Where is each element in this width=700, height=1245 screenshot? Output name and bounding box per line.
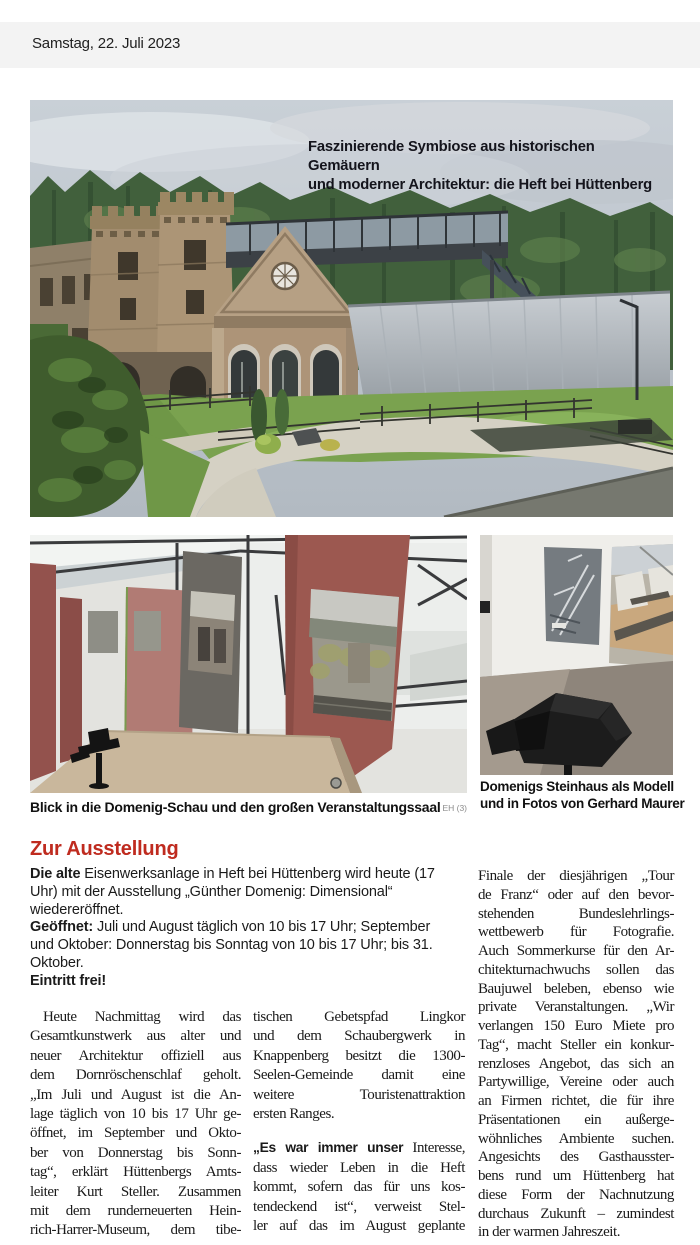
text-line: Baujuwel beleben, ebenso wie (478, 980, 674, 997)
text-line: Präsentationen ein außerge- (478, 1111, 674, 1128)
text-line: dem Dornröschenschlaf geholt. (30, 1067, 241, 1084)
text-line: tendeckend ist“, verweist Stel- (253, 1198, 465, 1215)
main-caption-line1: Faszinierende Symbiose aus historischen Gemäuern (308, 139, 595, 174)
text-line: de Franz“ oder auf den bevor- (478, 886, 674, 903)
text-line: wettbewerb für Fotografie. (478, 924, 674, 941)
text-line: öffnet, im September und Okto- (30, 1125, 241, 1142)
text-line: und dem Schaubergwerk in (253, 1028, 465, 1045)
main-photo-heft-building (30, 100, 673, 517)
article-col2-block1 (253, 1008, 465, 1124)
text-line: rich-Harrer-Museum, dem tibe- (30, 1222, 241, 1239)
text-line: ler auf das im August geplante (253, 1218, 465, 1235)
text-line (253, 1138, 465, 1158)
text-line: tischen Gebetspfad Lingkor (253, 1009, 465, 1025)
steinhaus-model-photo (480, 535, 673, 775)
text-line: private Veranstaltungen. „Wir (478, 999, 674, 1016)
text-line: Auch Sommerkurse für den Ar- (478, 943, 674, 959)
exhibition-info-box (30, 866, 442, 991)
text-line: ersten Ranges. (253, 1106, 335, 1123)
exhibition-photo-illustration (30, 535, 467, 793)
info-p2-lead: Geöffnet: (30, 919, 94, 936)
photo-credit: EH (3) (442, 803, 467, 813)
text-line: diese Form der Nachnutzung (478, 1186, 674, 1203)
info-paragraph-2 (30, 919, 442, 972)
text-line: dass wieder Leben in die Heft (253, 1159, 465, 1176)
text-line: mit dem runderneuerten Hein- (30, 1203, 241, 1220)
main-caption-line2: und moderner Architektur: die Heft bei Hüttenberg (308, 177, 652, 193)
text-line: in der warmen Jahreszeit. (478, 1224, 621, 1241)
section-heading: Zur Ausstellung (30, 838, 179, 860)
date-band (0, 22, 700, 68)
article-column-2 (253, 1008, 465, 1236)
info-p1-text: Eisenwerksanlage in Heft bei Hüttenberg wird heute (17 Uhr) mit der Ausstellung „Günther Domenig: Dimensional“ wiedereröffnet. (30, 866, 435, 918)
text-line: Partywillige, Vereine oder auch (478, 1074, 674, 1091)
info-p1-lead: Die alte (30, 866, 81, 882)
article-col2-block2 (253, 1138, 465, 1236)
right-caption-line2: und in Fotos von Gerhard Maurer (480, 795, 685, 811)
text-line: stehenden Bundeslehrlings- (478, 905, 674, 922)
left-photo-caption: Blick in die Domenig-Schau und den großen Veranstaltungssaal (30, 799, 441, 815)
text-line: neuer Architektur offiziell aus (30, 1047, 241, 1064)
text-line: chitekturnachwuchs sollen das (478, 961, 674, 978)
main-photo-caption (308, 138, 668, 195)
text-line: weitere Touristenattraktion (253, 1086, 465, 1103)
text-line: wöhnliches Ambiente suchen. (478, 1130, 674, 1147)
text-line: Tag“, macht Steller ein konkur- (478, 1036, 674, 1053)
text-line: Angesichts des Gasthausster- (478, 1149, 674, 1166)
text-line: bens rund um Hüttenberg hat (478, 1168, 674, 1184)
text-line: kommt, sofern das für uns kos- (253, 1179, 465, 1196)
text-line: renzloses Angebot, das sich an (478, 1055, 674, 1072)
info-paragraph-3 (30, 973, 442, 991)
text-line: Seelen-Gemeinde damit eine (253, 1067, 465, 1084)
date-text: Samstag, 22. Juli 2023 (32, 35, 181, 52)
text-line: durchaus Zukunft – zumindest (478, 1205, 674, 1222)
text-line: ber von Donnerstag bis Sonn- (30, 1144, 241, 1161)
right-caption-line1: Domenigs Steinhaus als Modell (480, 779, 674, 794)
steinhaus-photo-illustration (480, 535, 673, 775)
text-line: an Firmen richtet, die für ihre (478, 1093, 674, 1109)
quote-lead: „Es war immer unser (253, 1140, 404, 1156)
text-line: verlangen 150 Euro Miete pro (478, 1018, 674, 1034)
text-line: tag“, erklärt Hüttenbergs Amts- (30, 1164, 241, 1181)
text-line: lage täglich von 10 bis 17 Uhr ge- (30, 1106, 241, 1123)
info-p3-lead: Eintritt frei! (30, 972, 107, 989)
quote-lead-rest: Interesse, (403, 1140, 465, 1157)
exhibition-hall-photo (30, 535, 467, 793)
info-p2-text: Juli und August täglich von 10 bis 17 Uhr; September und Oktober: Donnerstag bis Sonntag von 10 bis 17 Uhr; bis 31. Oktober. (30, 919, 433, 971)
info-paragraph-1 (30, 866, 442, 919)
text-line: leiter Kurt Steller. Zusammen (30, 1183, 241, 1200)
text-line: Heute Nachmittag wird das (43, 1009, 241, 1025)
right-photo-caption (480, 779, 685, 812)
article-col2-block2-lines (253, 1159, 465, 1237)
left-photo-caption-row (30, 799, 467, 815)
article-column-3 (478, 867, 674, 1242)
text-line: Knappenberg besitzt die 1300- (253, 1047, 465, 1064)
article-column-1 (30, 1008, 241, 1241)
text-line: Finale der diesjährigen „Tour (478, 868, 674, 884)
text-line: „Im Juli und August ist die An- (30, 1086, 241, 1103)
text-line: Gesamtkunstwerk aus alter und (30, 1028, 241, 1045)
